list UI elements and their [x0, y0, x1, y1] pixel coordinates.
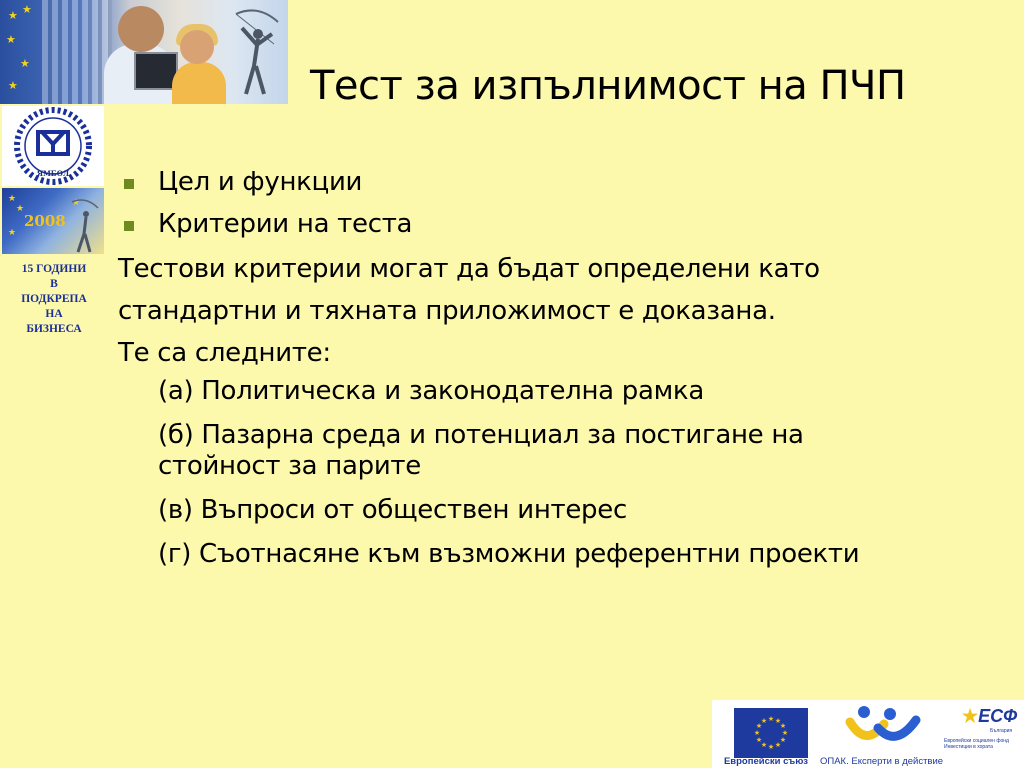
svg-text:★: ★ — [760, 741, 768, 749]
svg-text:★: ★ — [779, 722, 787, 730]
svg-text:★: ★ — [755, 736, 763, 744]
sidebar-caption — [2, 262, 106, 337]
header-photo: ★ ★ ★ ★ ★ — [0, 0, 288, 104]
paragraph-line: Тестови критерии могат да бъдат определени като — [118, 254, 820, 284]
year-badge-text: 2008 — [24, 212, 66, 230]
yambol-logo — [2, 106, 104, 186]
person-graphic — [118, 6, 164, 52]
paragraph-line: стандартни и тяхната приложимост е доказана. — [118, 296, 776, 326]
building-graphic — [42, 0, 112, 104]
svg-text:★: ★ — [767, 743, 775, 751]
opak-label: ОПАК. Експерти в действие — [820, 756, 944, 767]
bullet-item — [118, 164, 1018, 206]
bullet-square-icon — [124, 179, 134, 189]
paragraph-line: Те са следните: — [118, 338, 331, 368]
year-badge: ★ ★ ★ ★ 2008 — [2, 188, 104, 254]
archer-statue-icon — [228, 4, 284, 100]
criteria-item — [158, 420, 1018, 482]
svg-text:★: ★ — [774, 741, 782, 749]
esf-caption-line: Европейски социален фонд — [944, 738, 1009, 744]
bullet-text: Критерии на теста — [158, 209, 413, 239]
criteria-item — [158, 495, 1018, 526]
svg-text:★: ★ — [774, 717, 782, 725]
logo-text: ЯМБОЛ — [36, 169, 70, 178]
slide-title: Тест за изпълнимост на ПЧП — [310, 63, 906, 109]
esf-caption — [944, 738, 1024, 750]
opak-logo-icon — [844, 704, 924, 750]
eu-flag-icon — [734, 708, 808, 758]
criteria-item — [158, 376, 1018, 407]
person-graphic — [180, 30, 214, 64]
eu-label: Европейски съюз — [723, 756, 809, 767]
criteria-item-text: (г) Съотнасяне към възможни референтни проекти — [158, 539, 860, 569]
criteria-item-text: стойност за парите — [158, 451, 421, 481]
esf-logo — [962, 706, 1017, 727]
archer-icon — [68, 196, 102, 254]
esf-mark-text: ЕСФ — [978, 706, 1018, 726]
caption-line: В — [50, 278, 58, 290]
svg-text:★: ★ — [767, 715, 775, 723]
caption-line: ПОДКРЕПА — [21, 293, 87, 305]
star-icon: ★ — [962, 706, 979, 726]
caption-line: 15 ГОДИНИ — [21, 263, 87, 275]
slide-body — [118, 164, 1018, 583]
esf-caption-line: Инвестиции в хората — [944, 744, 993, 750]
svg-text:★: ★ — [753, 729, 761, 737]
bullet-text: Цел и функции — [158, 167, 363, 197]
svg-text:★: ★ — [779, 736, 787, 744]
criteria-item-text: (а) Политическа и законодателна рамка — [158, 376, 704, 406]
criteria-item-text: (в) Въпроси от обществен интерес — [158, 495, 627, 525]
criteria-item — [158, 539, 1018, 570]
footer-logos — [712, 700, 1024, 768]
bullet-square-icon — [124, 221, 134, 231]
caption-line: НА — [45, 308, 63, 320]
svg-text:★: ★ — [781, 729, 789, 737]
criteria-item-text: (б) Пазарна среда и потенциал за постигане на — [158, 420, 804, 450]
svg-text:★: ★ — [755, 722, 763, 730]
bullet-item — [118, 206, 1018, 248]
caption-line: БИЗНЕСА — [26, 323, 82, 335]
criteria-list — [158, 376, 1018, 570]
svg-text:★: ★ — [760, 717, 768, 725]
esf-country: България — [990, 728, 1013, 734]
